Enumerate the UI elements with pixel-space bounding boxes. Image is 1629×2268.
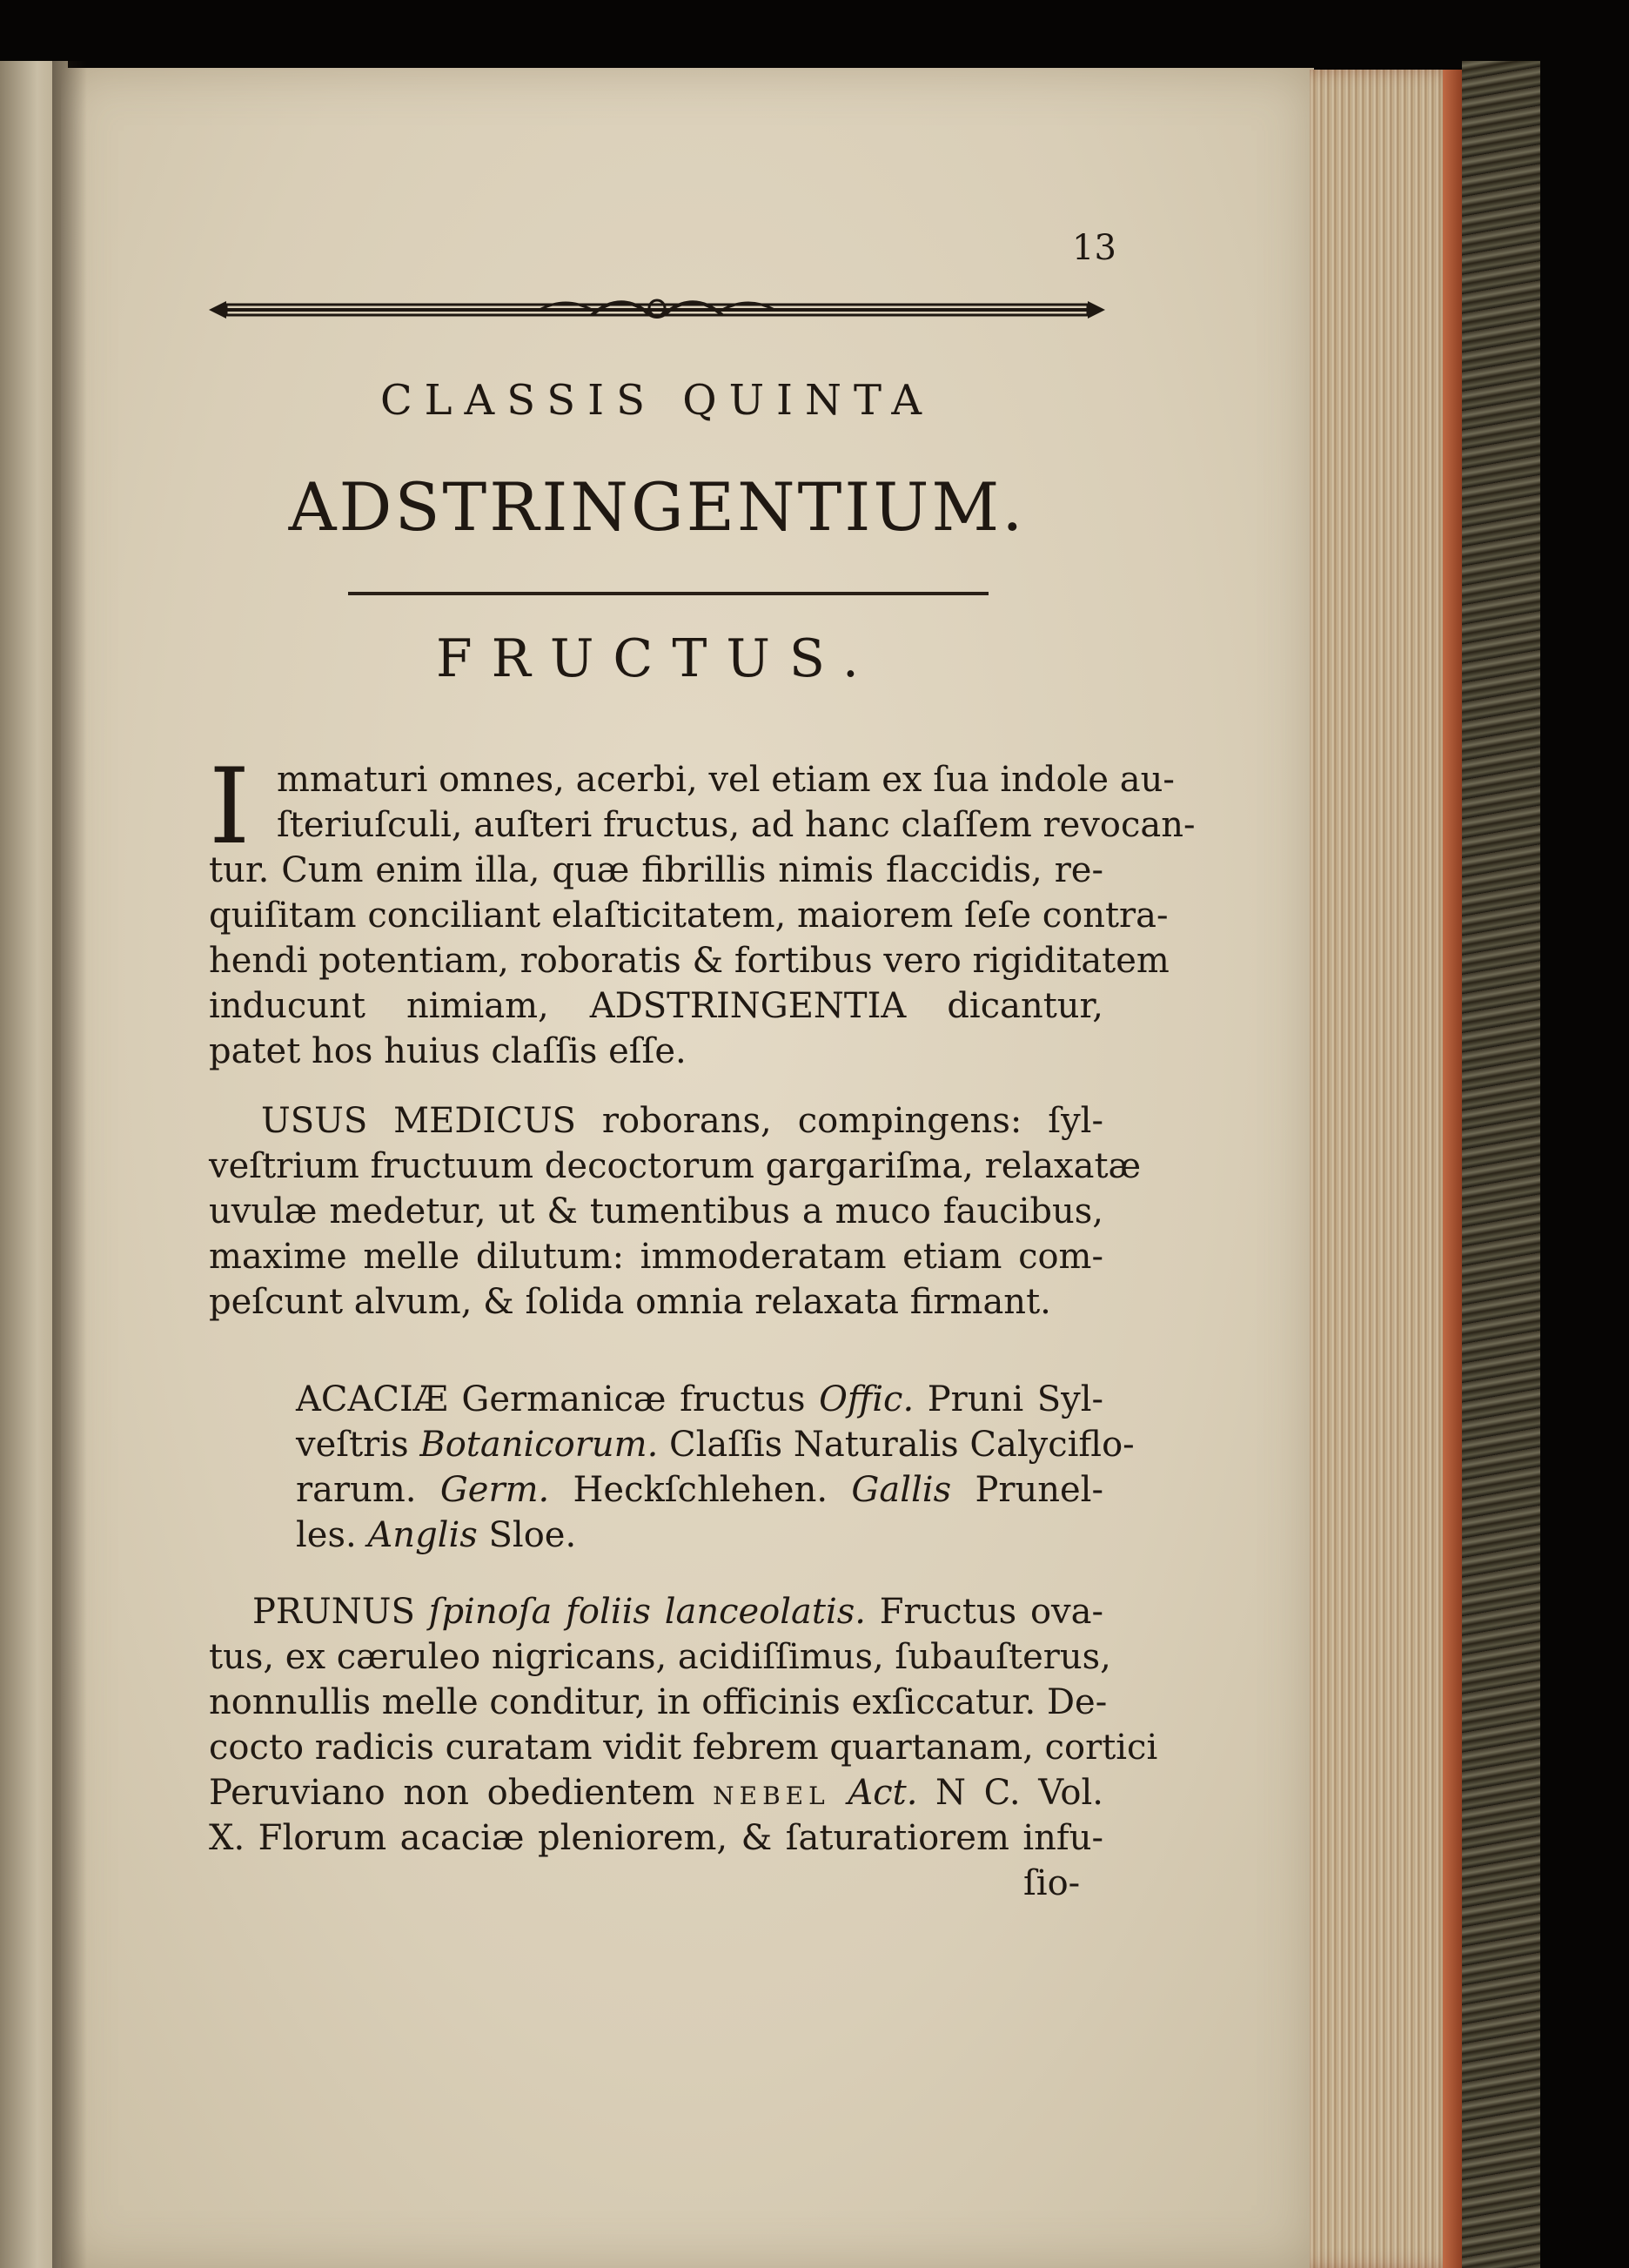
paragraph-line: tus, ex cæruleo nigricans, acidiſſimus, ſubauſterus,: [209, 1637, 1111, 1677]
paragraph-line: USUS MEDICUS roborans, compingens: ſyl-: [261, 1101, 1103, 1141]
page-number: 13: [1072, 228, 1116, 268]
paragraph-line: maxime melle dilutum: immoderatam etiam com-: [209, 1237, 1103, 1277]
paragraph-line: mmaturi omnes, acerbi, vel etiam ex ſua indole au-: [277, 760, 1175, 800]
catchword: ſio-: [1023, 1863, 1081, 1903]
horizontal-rule: [348, 592, 989, 595]
paragraph-line: hendi potentiam, roboratis & fortibus vero rigiditatem: [209, 941, 1170, 981]
paragraph-line: ſteriuſculi, auſteri fructus, ad hanc claſſem revocan-: [277, 805, 1196, 845]
ornament-divider: [209, 289, 1105, 331]
paragraph-line: les. Anglis Sloe.: [296, 1515, 577, 1555]
paragraph-line: uvulæ medetur, ut & tumentibus a muco faucibus,: [209, 1191, 1103, 1231]
paragraph-line: Peruviano non obedientem NEBEL Act. N C. Vol.: [209, 1773, 1104, 1813]
paragraph-line: PRUNUS ſpinoſa foliis lanceolatis. Fructus ova-: [252, 1592, 1103, 1632]
page-title: ADSTRINGENTIUM.: [288, 468, 1026, 546]
paragraph-line: ACACIÆ Germanicæ fructus Offic. Pruni Syl-: [296, 1379, 1104, 1419]
paragraph-line: patet hos huius claſſis eſſe.: [209, 1031, 687, 1071]
paragraph-line: inducunt nimiam, ADSTRINGENTIA dicantur,: [209, 986, 1103, 1026]
paragraph-line: quiſitam conciliant elaſticitatem, maiorem ſeſe contra-: [209, 896, 1169, 936]
paragraph-line: X. Florum acaciæ pleniorem, & ſaturatiorem infu-: [209, 1818, 1103, 1858]
section-subheading: CLASSIS QUINTA: [379, 376, 935, 425]
section-heading: FRUCTUS.: [436, 628, 878, 689]
paragraph-line: tur. Cum enim illa, quæ fibrillis nimis flaccidis, re-: [209, 850, 1103, 890]
paragraph-line: veſtris Botanicorum. Claſſis Naturalis Calyciflo-: [296, 1425, 1135, 1465]
page-edges: [1310, 70, 1462, 2268]
marbled-cover: [1462, 61, 1540, 2268]
paragraph-line: rarum. Germ. Heckſchlehen. Gallis Prunel-: [296, 1470, 1103, 1510]
paragraph-line: nonnullis melle conditur, in officinis exſiccatur. De-: [209, 1682, 1108, 1722]
drop-cap: I: [209, 747, 251, 868]
paragraph-line: peſcunt alvum, & ſolida omnia relaxata firmant.: [209, 1282, 1051, 1322]
paragraph-line: cocto radicis curatam vidit febrem quartanam, cortici: [209, 1728, 1158, 1768]
paragraph-line: veſtrium fructuum decoctorum gargariſma, relaxatæ: [209, 1146, 1142, 1186]
